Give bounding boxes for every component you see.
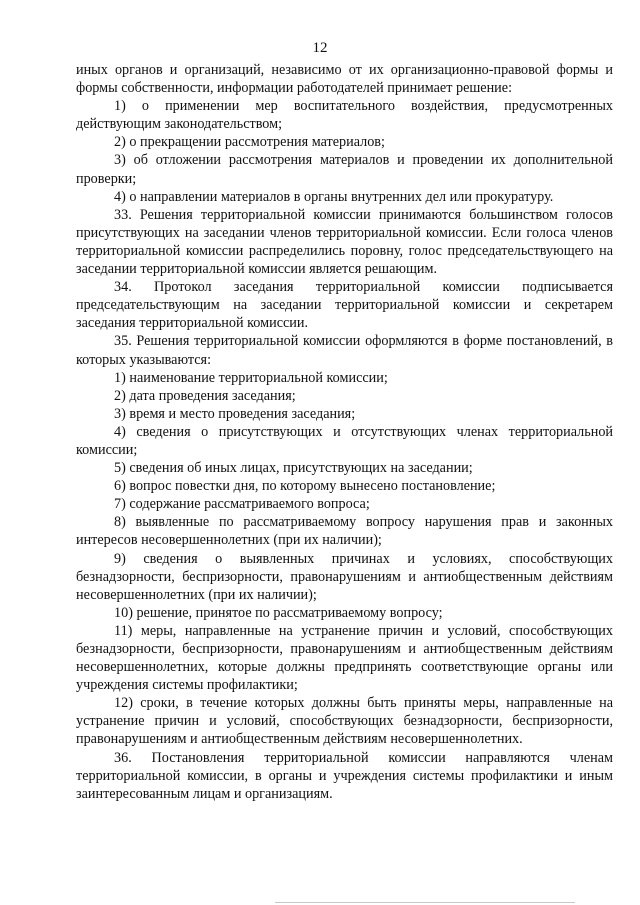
list-item-decision-4: 4) о направлении материалов в органы внутренних дел или прокуратуру. <box>114 188 554 205</box>
list-item-resolution-10: 10) решение, принятое по рассматриваемому вопросу; <box>114 604 443 621</box>
list-item-resolution-1: 1) наименование территориальной комиссии; <box>114 369 388 386</box>
list-item-resolution-4: 4) сведения о присутствующих и отсутствующих членах территориальной комиссии; <box>76 423 613 458</box>
list-item-decision-1: 1) о применении мер воспитательного воздействия, предусмотренных действующим законодательством; <box>76 98 613 133</box>
list-item-resolution-12: 12) сроки, в течение которых должны быть приняты меры, направленные на устранение причин и условий, способствующих безнадзорности, беспризорности, правонарушениям и антиобщественным действиям несовершеннолетних. <box>76 695 613 748</box>
list-item-resolution-6: 6) вопрос повестки дня, по которому вынесено постановление; <box>114 478 496 495</box>
clause-35: 35. Решения территориальной комиссии оформляются в форме постановлений, в которых указываются: <box>76 333 613 368</box>
list-item-resolution-7: 7) содержание рассматриваемого вопроса; <box>114 496 370 513</box>
list-item-resolution-2: 2) дата проведения заседания; <box>114 387 296 404</box>
list-item-decision-3: 3) об отложении рассмотрения материалов и проведении их дополнительной проверки; <box>76 152 613 187</box>
document-body <box>76 61 613 803</box>
list-item-decision-2: 2) о прекращении рассмотрения материалов; <box>114 134 385 151</box>
scan-edge-line <box>275 902 575 903</box>
page-number: 12 <box>312 40 328 56</box>
list-item-resolution-8: 8) выявленные по рассматриваемому вопросу нарушения прав и законных интересов несовершеннолетних (при их наличии); <box>76 514 613 549</box>
list-item-resolution-3: 3) время и место проведения заседания; <box>114 405 356 422</box>
clause-36: 36. Постановления территориальной комиссии направляются членам территориальной комиссии, в органы и учреждения системы профилактики и иным заинтересованным лицам и организациям. <box>76 749 613 802</box>
clause-34: 34. Протокол заседания территориальной комиссии подписывается председательствующим на заседании территориальной комиссии и секретарем заседания территориальной комиссии. <box>76 279 613 332</box>
clause-33: 33. Решения территориальной комиссии принимаются большинством голосов присутствующих на заседании членов территориальной комиссии. Если голоса членов территориальной комиссии распределились поровну, голос председательствующего на заседании территориальной комиссии является решающим. <box>76 206 613 278</box>
list-item-resolution-9: 9) сведения о выявленных причинах и условиях, способствующих безнадзорности, беспризорности, правонарушениям и антиобщественным действиям несовершеннолетних (при их наличии); <box>76 550 613 603</box>
list-item-resolution-11: 11) меры, направленные на устранение причин и условий, способствующих безнадзорности, беспризорности, правонарушениям и антиобщественным действиям несовершеннолетних, которые должны предпринять соответствующие органы или учреждения системы профилактики; <box>76 622 613 694</box>
paragraph-continuation: иных органов и организаций, независимо от их организационно-правовой формы и формы собственности, информации работодателей принимает решение: <box>76 62 613 97</box>
list-item-resolution-5: 5) сведения об иных лицах, присутствующих на заседании; <box>114 460 473 477</box>
